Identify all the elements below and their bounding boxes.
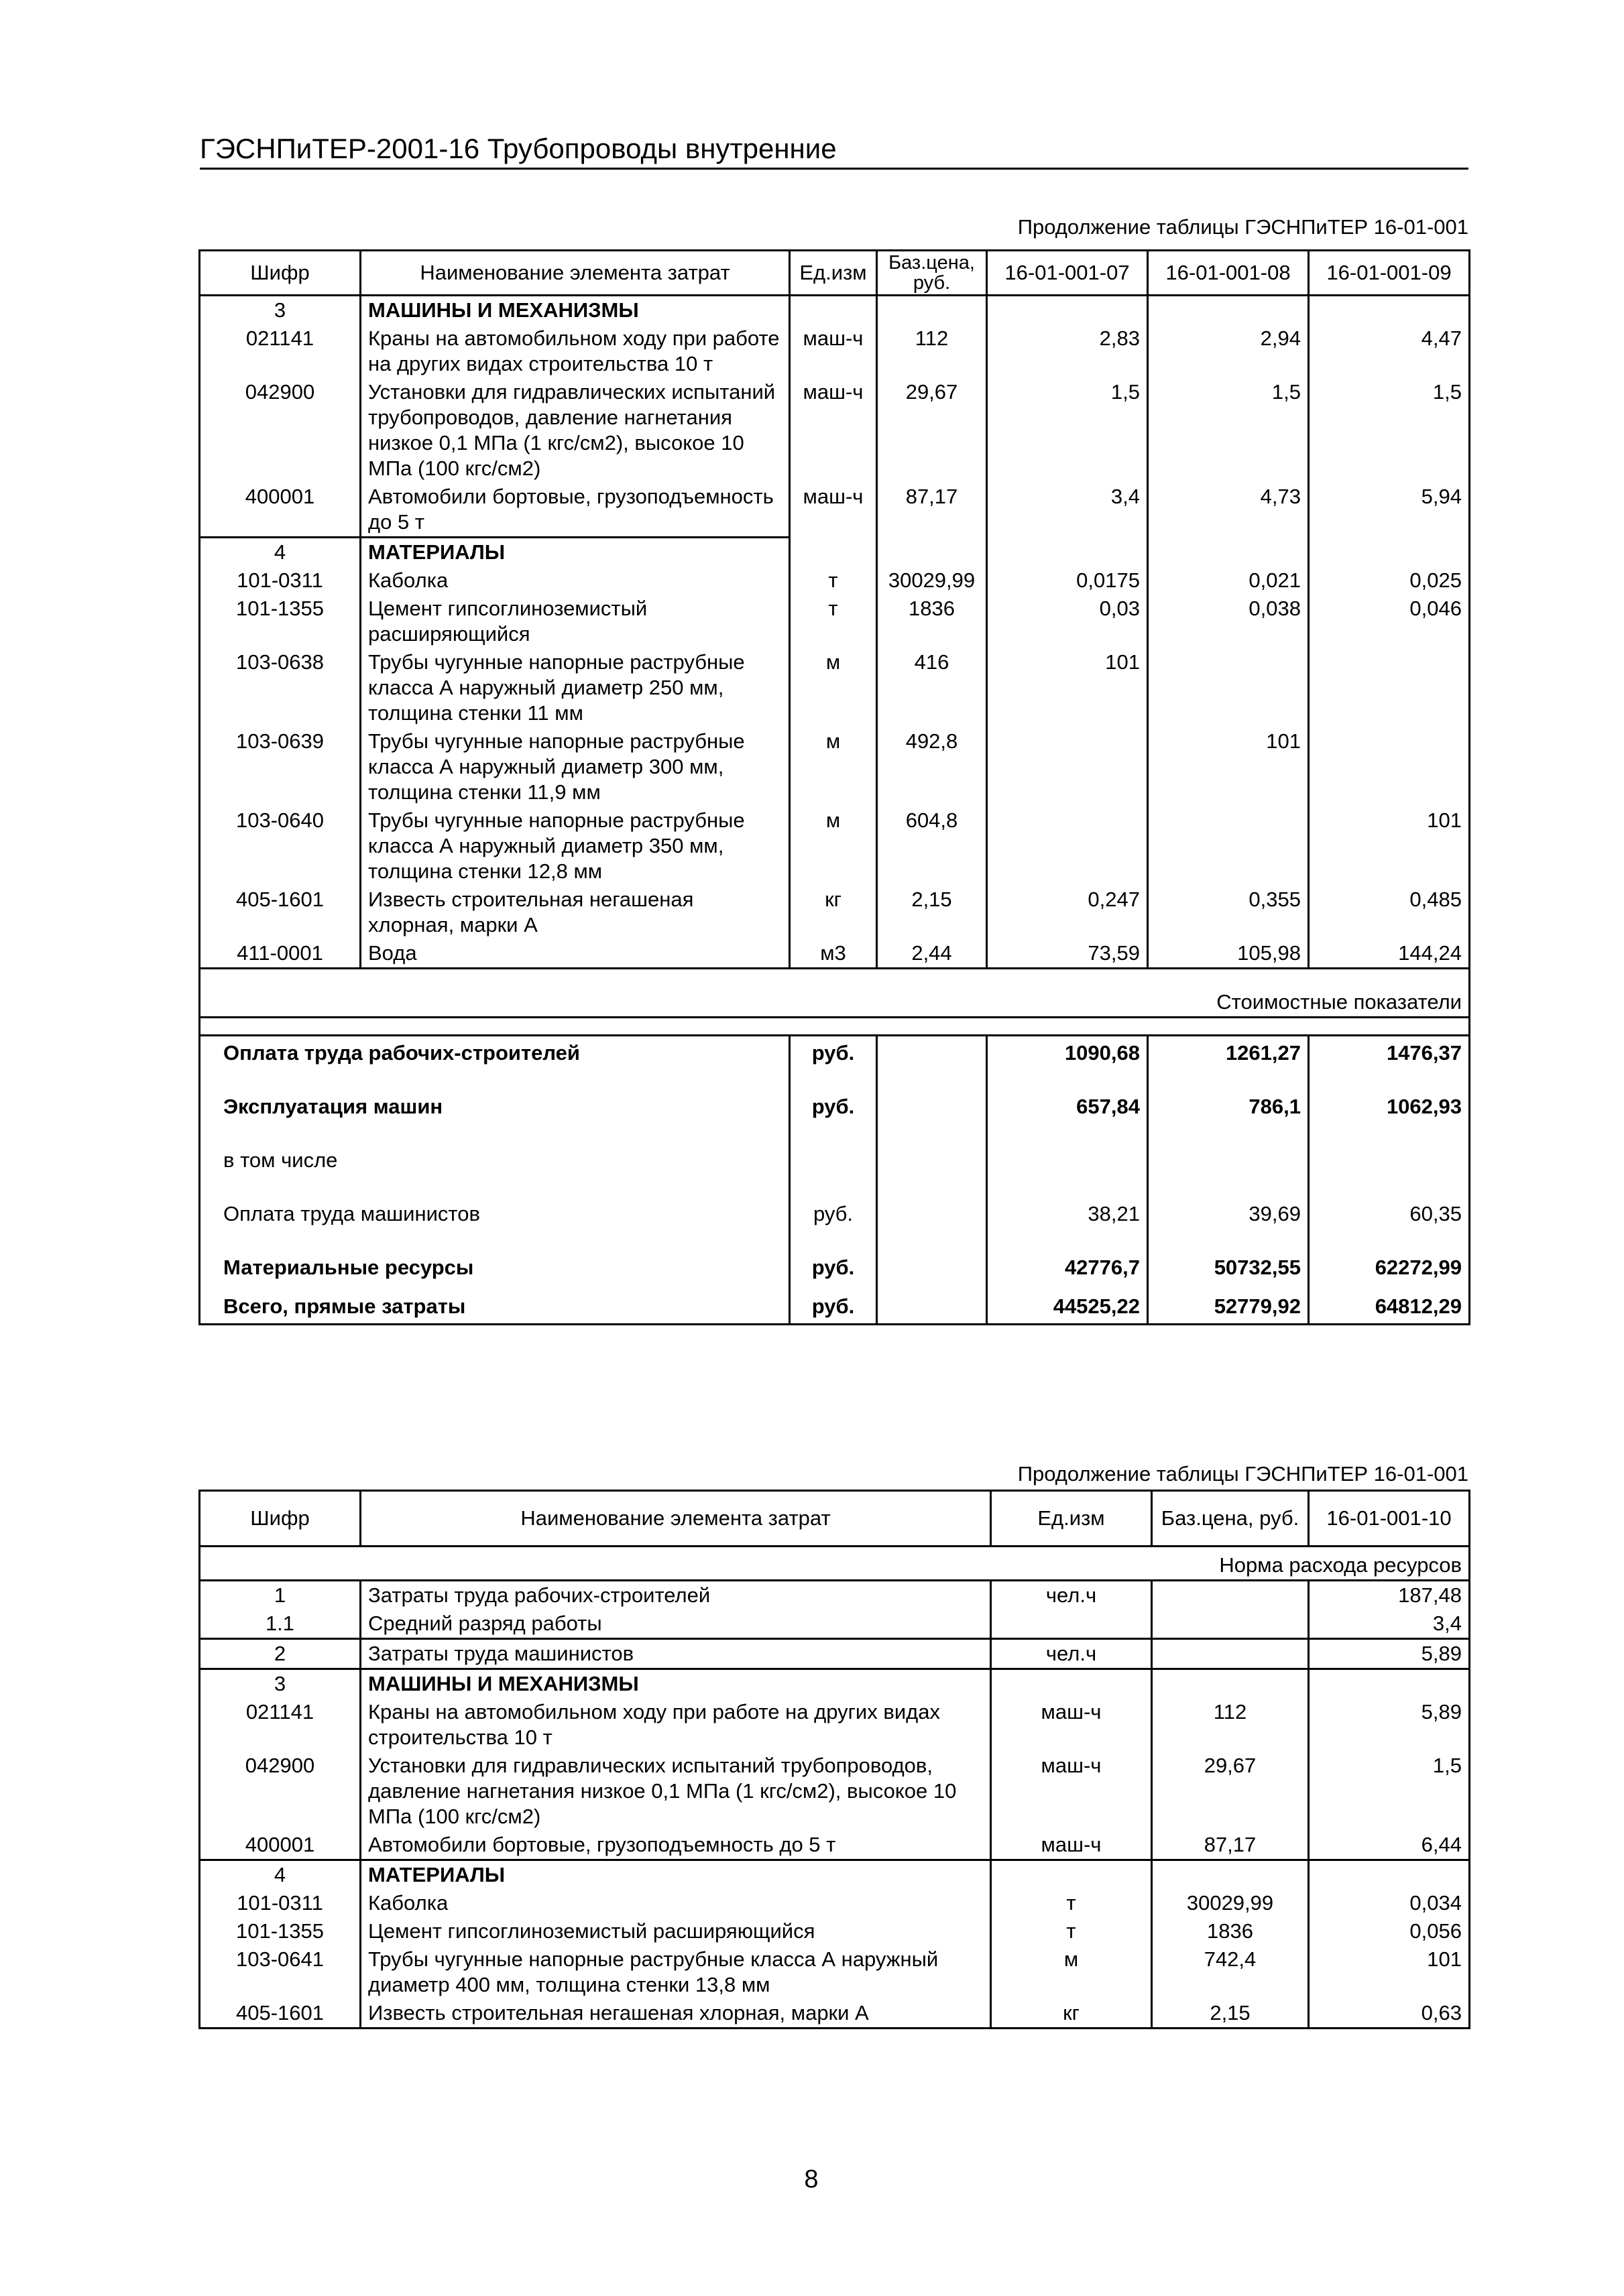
row-price: 29,67 [877, 378, 987, 483]
row-unit: маш-ч [790, 378, 877, 483]
table-row [200, 1698, 1470, 1752]
cost-row [200, 1251, 1470, 1292]
row-code: 103-0638 [200, 648, 361, 727]
section-name: МАШИНЫ И МЕХАНИЗМЫ [361, 296, 790, 325]
row-unit: маш-ч [991, 1752, 1152, 1831]
row-name: Трубы чугунные напорные раструбные класса А наружный диаметр 300 мм, толщина стенки 11,9 мм [361, 727, 790, 806]
table2-header-row [200, 1491, 1470, 1547]
row-value [987, 727, 1148, 806]
table-row [200, 1889, 1470, 1917]
row-name: Вода [361, 939, 790, 969]
cost-value: 38,21 [987, 1197, 1148, 1251]
header-price: Баз.цена, руб. [877, 251, 987, 296]
table1 [198, 249, 1470, 1325]
cost-value: 62272,99 [1309, 1251, 1470, 1292]
cost-value: 52779,92 [1148, 1292, 1309, 1325]
table-row [200, 378, 1470, 483]
row-value: 0,63 [1309, 1999, 1470, 2029]
row-price: 742,4 [1152, 1945, 1309, 1999]
row-name: Цемент гипсоглиноземистый расширяющийся [361, 1917, 991, 1945]
row-price: 87,17 [1152, 1831, 1309, 1860]
section-code: 4 [200, 1860, 361, 1890]
row-value: 101 [1148, 727, 1309, 806]
row-value: 1,5 [1148, 378, 1309, 483]
row-name: Цемент гипсоглиноземистый расширяющийся [361, 595, 790, 648]
header-unit: Ед.изм [790, 251, 877, 296]
cost-value: 786,1 [1148, 1090, 1309, 1144]
row-name: Затраты труда рабочих-строителей [361, 1581, 991, 1610]
row-price: 87,17 [877, 483, 987, 538]
cost-value: 64812,29 [1309, 1292, 1470, 1325]
row-value: 0,056 [1309, 1917, 1470, 1945]
header-price: Баз.цена, руб. [1152, 1491, 1309, 1547]
row-code: 405-1601 [200, 886, 361, 939]
row-code: 042900 [200, 378, 361, 483]
table-row [200, 1610, 1470, 1639]
row-value: 101 [1309, 806, 1470, 886]
table-row [200, 806, 1470, 886]
row-code: 101-0311 [200, 566, 361, 595]
row-code: 101-1355 [200, 1917, 361, 1945]
row-value: 101 [1309, 1945, 1470, 1999]
table1-header-row [200, 251, 1470, 296]
row-code: 103-0639 [200, 727, 361, 806]
row-value: 144,24 [1309, 939, 1470, 969]
row-value: 5,89 [1309, 1639, 1470, 1669]
table-row [200, 727, 1470, 806]
table-row [200, 595, 1470, 648]
row-unit: т [790, 595, 877, 648]
row-value: 0,025 [1309, 566, 1470, 595]
row-value: 4,73 [1148, 483, 1309, 538]
row-code: 400001 [200, 483, 361, 538]
header-name: Наименование элемента затрат [361, 251, 790, 296]
row-code: 1 [200, 1581, 361, 1610]
cost-name: Оплата труда машинистов [200, 1197, 790, 1251]
row-value: 2,83 [987, 324, 1148, 378]
row-price: 604,8 [877, 806, 987, 886]
table2 [198, 1490, 1470, 2029]
row-unit: чел.ч [991, 1639, 1152, 1669]
row-price: 1836 [1152, 1917, 1309, 1945]
section-code: 3 [200, 1669, 361, 1699]
row-value: 73,59 [987, 939, 1148, 969]
row-unit: м [991, 1945, 1152, 1999]
row-name: Каболка [361, 566, 790, 595]
section-row [200, 1669, 1470, 1699]
row-unit: м3 [790, 939, 877, 969]
row-unit: чел.ч [991, 1581, 1152, 1610]
row-code: 103-0640 [200, 806, 361, 886]
cost-row [200, 1197, 1470, 1251]
section-name: МАШИНЫ И МЕХАНИЗМЫ [361, 1669, 991, 1699]
row-name: Трубы чугунные напорные раструбные класса А наружный диаметр 400 мм, толщина стенки 13,8 мм [361, 1945, 991, 1999]
table-row [200, 939, 1470, 969]
header-c3: 16-01-001-09 [1309, 251, 1470, 296]
row-code: 101-0311 [200, 1889, 361, 1917]
row-code: 405-1601 [200, 1999, 361, 2029]
row-code: 400001 [200, 1831, 361, 1860]
row-code: 411-0001 [200, 939, 361, 969]
table2-caption: Продолжение таблицы ГЭСНПиТЕР 16-01-001 [1017, 1462, 1468, 1486]
row-value: 3,4 [987, 483, 1148, 538]
row-unit: м [790, 648, 877, 727]
row-value [1148, 648, 1309, 727]
cost-value: 50732,55 [1148, 1251, 1309, 1292]
row-value: 187,48 [1309, 1581, 1470, 1610]
row-name: Средний разряд работы [361, 1610, 991, 1639]
page-number: 8 [804, 2165, 819, 2193]
header-code: Шифр [200, 251, 361, 296]
cost-unit: руб. [790, 1090, 877, 1144]
header-code: Шифр [200, 1491, 361, 1547]
row-unit: т [790, 566, 877, 595]
row-value: 0,038 [1148, 595, 1309, 648]
cost-unit: руб. [790, 1036, 877, 1091]
row-price: 112 [1152, 1698, 1309, 1752]
row-code: 042900 [200, 1752, 361, 1831]
table-row [200, 1581, 1470, 1610]
cost-value: 1261,27 [1148, 1036, 1309, 1091]
row-value: 6,44 [1309, 1831, 1470, 1860]
row-value: 1,5 [987, 378, 1148, 483]
row-unit: т [991, 1889, 1152, 1917]
header-unit: Ед.изм [991, 1491, 1152, 1547]
table-row [200, 566, 1470, 595]
row-unit: кг [790, 886, 877, 939]
row-name: Трубы чугунные напорные раструбные класса А наружный диаметр 250 мм, толщина стенки 11 мм [361, 648, 790, 727]
row-unit: маш-ч [790, 483, 877, 538]
row-value: 1,5 [1309, 378, 1470, 483]
section-row [200, 538, 1470, 567]
table-row [200, 1917, 1470, 1945]
cost-value: 44525,22 [987, 1292, 1148, 1325]
row-value: 0,0175 [987, 566, 1148, 595]
section-row [200, 296, 1470, 325]
cost-name: Оплата труда рабочих-строителей [200, 1036, 790, 1091]
row-value: 5,89 [1309, 1698, 1470, 1752]
cost-name: Всего, прямые затраты [200, 1292, 790, 1325]
row-name: Каболка [361, 1889, 991, 1917]
table-row [200, 1945, 1470, 1999]
row-code: 103-0641 [200, 1945, 361, 1999]
row-value: 0,247 [987, 886, 1148, 939]
row-unit: кг [991, 1999, 1152, 2029]
row-value: 5,94 [1309, 483, 1470, 538]
section-name: МАТЕРИАЛЫ [361, 538, 790, 567]
row-unit: т [991, 1917, 1152, 1945]
row-name: Трубы чугунные напорные раструбные класса А наружный диаметр 350 мм, толщина стенки 12,8 мм [361, 806, 790, 886]
header-c1: 16-01-001-10 [1309, 1491, 1470, 1547]
row-price: 1836 [877, 595, 987, 648]
table-row [200, 1999, 1470, 2029]
row-name: Установки для гидравлических испытаний трубопроводов, давление нагнетания низкое 0,1 МПа (1 кгс/см2), высокое 10 МПа (100 кгс/см2) [361, 378, 790, 483]
cost-value: 39,69 [1148, 1197, 1309, 1251]
row-code: 021141 [200, 1698, 361, 1752]
row-value [1148, 806, 1309, 886]
row-name: Известь строительная негашеная хлорная, марки А [361, 886, 790, 939]
section-code: 3 [200, 296, 361, 325]
row-value: 0,03 [987, 595, 1148, 648]
row-price: 30029,99 [1152, 1889, 1309, 1917]
row-value: 105,98 [1148, 939, 1309, 969]
row-price: 2,44 [877, 939, 987, 969]
row-price: 112 [877, 324, 987, 378]
row-value: 101 [987, 648, 1148, 727]
cost-caption-row [200, 969, 1470, 1018]
row-name: Известь строительная негашеная хлорная, марки А [361, 1999, 991, 2029]
table-row [200, 1752, 1470, 1831]
row-unit: маш-ч [790, 324, 877, 378]
row-value: 3,4 [1309, 1610, 1470, 1639]
row-price: 2,15 [1152, 1999, 1309, 2029]
row-name: Краны на автомобильном ходу при работе на других видах строительства 10 т [361, 1698, 991, 1752]
cost-name: Эксплуатация машин [200, 1090, 790, 1144]
row-price: 492,8 [877, 727, 987, 806]
row-price: 29,67 [1152, 1752, 1309, 1831]
cost-row [200, 1090, 1470, 1144]
cost-row [200, 1292, 1470, 1325]
row-value: 4,47 [1309, 324, 1470, 378]
row-value: 2,94 [1148, 324, 1309, 378]
cost-row [200, 1144, 1470, 1197]
row-price: 416 [877, 648, 987, 727]
norm-caption: Норма расхода ресурсов [200, 1547, 1470, 1581]
cost-name: в том числе [200, 1144, 790, 1197]
table1-caption: Продолжение таблицы ГЭСНПиТЕР 16-01-001 [1017, 215, 1468, 239]
row-name: Краны на автомобильном ходу при работе на других видах строительства 10 т [361, 324, 790, 378]
cost-value: 60,35 [1309, 1197, 1470, 1251]
row-value: 0,355 [1148, 886, 1309, 939]
row-value: 0,046 [1309, 595, 1470, 648]
row-value: 0,485 [1309, 886, 1470, 939]
row-code: 2 [200, 1639, 361, 1669]
table-row [200, 483, 1470, 538]
table-row [200, 886, 1470, 939]
row-unit: м [790, 727, 877, 806]
cost-caption: Стоимостные показатели [200, 969, 1470, 1018]
row-value: 1,5 [1309, 1752, 1470, 1831]
row-unit: м [790, 806, 877, 886]
row-name: Затраты труда машинистов [361, 1639, 991, 1669]
section-name: МАТЕРИАЛЫ [361, 1860, 991, 1890]
cost-unit: руб. [790, 1197, 877, 1251]
cost-value: 1090,68 [987, 1036, 1148, 1091]
table-row [200, 324, 1470, 378]
row-value [1309, 648, 1470, 727]
row-name: Автомобили бортовые, грузоподъемность до 5 т [361, 483, 790, 538]
row-unit: маш-ч [991, 1698, 1152, 1752]
cost-unit: руб. [790, 1251, 877, 1292]
header-name: Наименование элемента затрат [361, 1491, 991, 1547]
row-value [987, 806, 1148, 886]
table-row [200, 648, 1470, 727]
cost-value: 1476,37 [1309, 1036, 1470, 1091]
row-code: 101-1355 [200, 595, 361, 648]
row-name: Установки для гидравлических испытаний трубопроводов, давление нагнетания низкое 0,1 МПа (1 кгс/см2), высокое 10 МПа (100 кгс/см2) [361, 1752, 991, 1831]
page-header-title: ГЭСНПиТЕР-2001-16 Трубопроводы внутренние [200, 131, 1468, 170]
table-row [200, 1831, 1470, 1860]
norm-caption-row [200, 1547, 1470, 1581]
section-row [200, 1860, 1470, 1890]
cost-row [200, 1036, 1470, 1091]
cost-unit: руб. [790, 1292, 877, 1325]
row-code: 021141 [200, 324, 361, 378]
cost-value: 42776,7 [987, 1251, 1148, 1292]
row-value: 0,021 [1148, 566, 1309, 595]
row-unit [991, 1610, 1152, 1639]
header-c1: 16-01-001-07 [987, 251, 1148, 296]
row-code: 1.1 [200, 1610, 361, 1639]
cost-value: 657,84 [987, 1090, 1148, 1144]
row-price: 30029,99 [877, 566, 987, 595]
row-unit: маш-ч [991, 1831, 1152, 1860]
row-price: 2,15 [877, 886, 987, 939]
section-code: 4 [200, 538, 361, 567]
table-row [200, 1639, 1470, 1669]
row-value [1309, 727, 1470, 806]
cost-value: 1062,93 [1309, 1090, 1470, 1144]
cost-name: Материальные ресурсы [200, 1251, 790, 1292]
header-c2: 16-01-001-08 [1148, 251, 1309, 296]
row-value: 0,034 [1309, 1889, 1470, 1917]
row-name: Автомобили бортовые, грузоподъемность до 5 т [361, 1831, 991, 1860]
